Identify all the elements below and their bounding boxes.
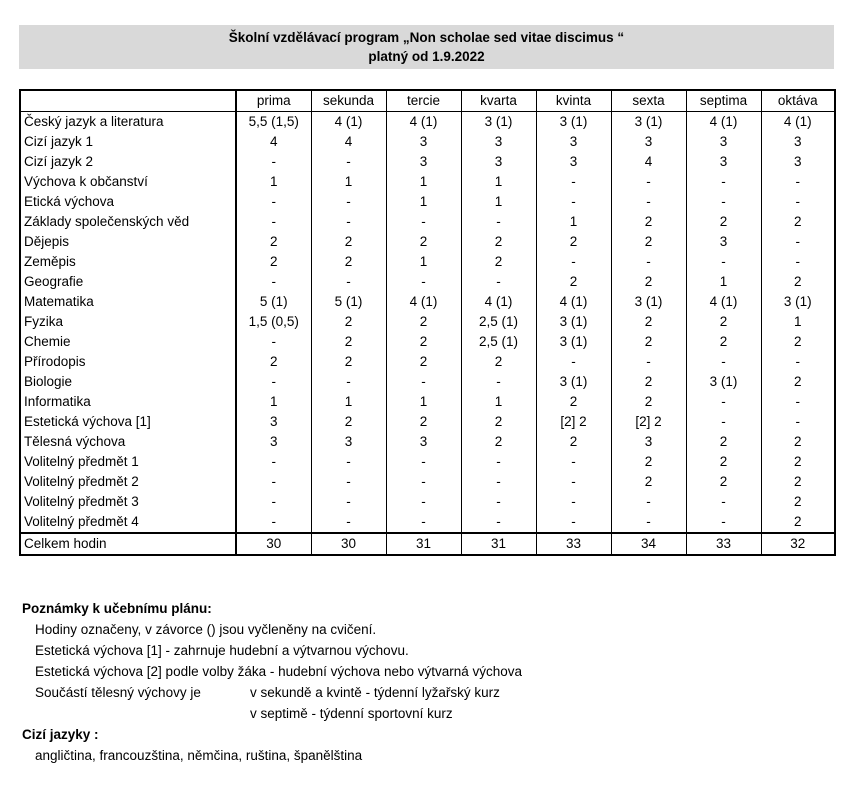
hours-cell: 3	[686, 152, 761, 172]
hours-cell: -	[236, 272, 311, 292]
note-line-pe	[22, 682, 822, 703]
hours-cell: -	[536, 492, 611, 512]
column-header: tercie	[386, 90, 461, 112]
hours-cell: 1	[686, 272, 761, 292]
subject-cell: Informatika	[20, 392, 236, 412]
hours-cell: -	[386, 512, 461, 533]
hours-cell: 3 (1)	[461, 112, 536, 133]
hours-cell: -	[236, 452, 311, 472]
hours-cell: 2	[611, 372, 686, 392]
hours-cell: -	[536, 252, 611, 272]
hours-cell: 30	[311, 533, 386, 555]
hours-cell: -	[311, 512, 386, 533]
hours-cell: -	[311, 152, 386, 172]
hours-cell: -	[611, 252, 686, 272]
note-line: Estetická výchova [2] podle volby žáka - hudební výchova nebo výtvarná výchova	[35, 664, 523, 679]
hours-cell: 3	[461, 152, 536, 172]
hours-cell: 2	[461, 412, 536, 432]
hours-cell: 1	[461, 172, 536, 192]
table-row	[20, 452, 835, 472]
hours-cell: 2	[461, 432, 536, 452]
table-row	[20, 392, 835, 412]
hours-cell: -	[386, 472, 461, 492]
hours-cell: 3	[236, 432, 311, 452]
hours-cell: -	[686, 412, 761, 432]
hours-cell: 2	[386, 412, 461, 432]
hours-cell: 32	[761, 533, 835, 555]
subject-cell: Volitelný předmět 3	[20, 492, 236, 512]
hours-cell: 2	[686, 452, 761, 472]
table-row	[20, 152, 835, 172]
hours-cell: -	[461, 492, 536, 512]
column-header: prima	[236, 90, 311, 112]
hours-cell: -	[461, 512, 536, 533]
hours-cell: 1	[386, 192, 461, 212]
hours-cell: 1	[461, 192, 536, 212]
table-row	[20, 332, 835, 352]
hours-cell: -	[686, 192, 761, 212]
hours-cell: 4 (1)	[536, 292, 611, 312]
hours-cell: 2	[611, 452, 686, 472]
subject-cell: Výchova k občanství	[20, 172, 236, 192]
hours-cell: 3	[686, 232, 761, 252]
hours-cell: 2	[686, 432, 761, 452]
subject-cell: Cizí jazyk 1	[20, 132, 236, 152]
column-header: sexta	[611, 90, 686, 112]
hours-cell: -	[536, 512, 611, 533]
hours-cell: 2	[536, 392, 611, 412]
table-row	[20, 132, 835, 152]
note-line: Hodiny označeny, v závorce () jsou vyčleněny na cvičení.	[35, 622, 377, 637]
hours-cell: 3	[611, 432, 686, 452]
hours-cell: 5 (1)	[311, 292, 386, 312]
hours-cell: 1	[386, 392, 461, 412]
hours-cell: -	[311, 192, 386, 212]
hours-cell: -	[761, 172, 835, 192]
hours-cell: 4 (1)	[461, 292, 536, 312]
hours-cell: 5,5 (1,5)	[236, 112, 311, 133]
note-line: Estetická výchova [1] - zahrnuje hudební a výtvarnou výchovu.	[35, 643, 409, 658]
document-header	[19, 25, 834, 69]
hours-cell: -	[761, 192, 835, 212]
hours-cell: 2	[311, 252, 386, 272]
document-title: Školní vzdělávací program „Non scholae sed vitae discimus “	[228, 30, 625, 45]
hours-cell: 2	[536, 232, 611, 252]
hours-cell: 33	[686, 533, 761, 555]
hours-cell: -	[461, 272, 536, 292]
hours-cell: 2	[386, 312, 461, 332]
hours-cell: 4 (1)	[686, 112, 761, 133]
hours-cell: 2	[761, 332, 835, 352]
curriculum-table	[19, 89, 836, 556]
hours-cell: -	[761, 392, 835, 412]
notes-heading: Poznámky k učebnímu plánu:	[22, 601, 212, 616]
hours-cell: 2	[611, 312, 686, 332]
hours-cell: -	[461, 472, 536, 492]
hours-cell: 2	[536, 432, 611, 452]
hours-cell: 34	[611, 533, 686, 555]
hours-cell: 2	[611, 232, 686, 252]
hours-cell: 2	[311, 352, 386, 372]
hours-cell: -	[236, 492, 311, 512]
hours-cell: -	[686, 252, 761, 272]
hours-cell: 2	[611, 472, 686, 492]
hours-cell: -	[461, 212, 536, 232]
hours-cell: 1	[386, 252, 461, 272]
hours-cell: 2	[761, 212, 835, 232]
hours-cell: -	[311, 272, 386, 292]
subject-cell: Biologie	[20, 372, 236, 392]
table-row	[20, 272, 835, 292]
note-pe-value-2: v septimě - týdenní sportovní kurz	[250, 706, 453, 721]
hours-cell: -	[536, 192, 611, 212]
hours-cell: 2	[611, 272, 686, 292]
hours-cell: 3	[761, 152, 835, 172]
subject-cell: Základy společenských věd	[20, 212, 236, 232]
hours-cell: 4 (1)	[386, 112, 461, 133]
hours-cell: 1	[761, 312, 835, 332]
hours-cell: -	[386, 212, 461, 232]
hours-cell: 3	[611, 132, 686, 152]
notes-section	[22, 598, 822, 766]
hours-cell: 2	[386, 352, 461, 372]
hours-cell: -	[236, 372, 311, 392]
hours-cell: 3 (1)	[686, 372, 761, 392]
hours-cell: 2,5 (1)	[461, 332, 536, 352]
hours-cell: 1	[311, 172, 386, 192]
hours-cell: 2	[761, 452, 835, 472]
table-row	[20, 252, 835, 272]
hours-cell: 1	[461, 392, 536, 412]
hours-cell: 2	[386, 232, 461, 252]
hours-cell: -	[686, 492, 761, 512]
hours-cell: -	[761, 412, 835, 432]
hours-cell: -	[611, 192, 686, 212]
hours-cell: -	[686, 512, 761, 533]
hours-cell: -	[761, 232, 835, 252]
column-header: kvinta	[536, 90, 611, 112]
hours-cell: 4	[311, 132, 386, 152]
hours-cell: -	[236, 512, 311, 533]
hours-cell: 3 (1)	[536, 332, 611, 352]
hours-cell: -	[461, 452, 536, 472]
document-subtitle: platný od 1.9.2022	[368, 49, 485, 64]
hours-cell: 2	[761, 492, 835, 512]
hours-cell: -	[536, 472, 611, 492]
languages-list: angličtina, francouzština, němčina, ruština, španělština	[35, 748, 363, 763]
note-pe-value: v sekundě a kvintě - týdenní lyžařský kurz	[250, 685, 500, 700]
hours-cell: 2	[686, 472, 761, 492]
hours-cell: 3 (1)	[536, 312, 611, 332]
subject-cell: Volitelný předmět 4	[20, 512, 236, 533]
hours-cell: -	[236, 192, 311, 212]
hours-cell: -	[386, 492, 461, 512]
hours-cell: 2	[761, 272, 835, 292]
hours-cell: -	[311, 452, 386, 472]
hours-cell: 3 (1)	[761, 292, 835, 312]
hours-cell: 2	[686, 332, 761, 352]
hours-cell: 33	[536, 533, 611, 555]
subject-cell: Geografie	[20, 272, 236, 292]
hours-cell: 3 (1)	[536, 112, 611, 133]
hours-cell: -	[311, 492, 386, 512]
subject-cell: Volitelný předmět 1	[20, 452, 236, 472]
hours-cell: 2	[461, 232, 536, 252]
header-cell-empty	[20, 90, 236, 112]
hours-cell: 2,5 (1)	[461, 312, 536, 332]
hours-cell: 3 (1)	[611, 292, 686, 312]
hours-cell: 3	[536, 132, 611, 152]
hours-cell: 2	[686, 212, 761, 232]
hours-cell: 2	[761, 512, 835, 533]
hours-cell: -	[611, 492, 686, 512]
hours-cell: -	[761, 352, 835, 372]
hours-cell: 2	[461, 252, 536, 272]
table-row	[20, 192, 835, 212]
hours-cell: 3	[386, 152, 461, 172]
table-body	[20, 90, 835, 555]
hours-cell: [2] 2	[611, 412, 686, 432]
hours-cell: -	[236, 212, 311, 232]
hours-cell: 1	[536, 212, 611, 232]
hours-cell: 3	[386, 132, 461, 152]
hours-cell: 4 (1)	[386, 292, 461, 312]
hours-cell: 4	[611, 152, 686, 172]
hours-cell: 4	[236, 132, 311, 152]
languages-heading: Cizí jazyky :	[22, 727, 99, 742]
hours-cell: 2	[611, 392, 686, 412]
hours-cell: 2	[236, 352, 311, 372]
hours-cell: -	[686, 392, 761, 412]
hours-cell: -	[311, 372, 386, 392]
table-row	[20, 372, 835, 392]
hours-cell: 3	[386, 432, 461, 452]
column-header: sekunda	[311, 90, 386, 112]
hours-cell: 3	[311, 432, 386, 452]
hours-cell: -	[686, 172, 761, 192]
subject-cell: Zeměpis	[20, 252, 236, 272]
hours-cell: 31	[386, 533, 461, 555]
hours-cell: 31	[461, 533, 536, 555]
subject-cell: Matematika	[20, 292, 236, 312]
hours-cell: 2	[311, 312, 386, 332]
subject-cell: Český jazyk a literatura	[20, 112, 236, 133]
hours-cell: -	[536, 452, 611, 472]
hours-cell: -	[461, 372, 536, 392]
column-header: oktáva	[761, 90, 835, 112]
hours-cell: 2	[611, 212, 686, 232]
subject-cell: Volitelný předmět 2	[20, 472, 236, 492]
hours-cell: 3	[761, 132, 835, 152]
hours-cell: 2	[236, 232, 311, 252]
hours-cell: -	[686, 352, 761, 372]
hours-cell: 5 (1)	[236, 292, 311, 312]
hours-cell: -	[761, 252, 835, 272]
hours-cell: -	[386, 272, 461, 292]
hours-cell: -	[386, 452, 461, 472]
subject-cell: Chemie	[20, 332, 236, 352]
hours-cell: 1	[311, 392, 386, 412]
subject-cell: Fyzika	[20, 312, 236, 332]
table-row	[20, 112, 835, 133]
subject-cell: Dějepis	[20, 232, 236, 252]
table-row	[20, 472, 835, 492]
table-row	[20, 412, 835, 432]
table-row	[20, 352, 835, 372]
hours-cell: -	[311, 472, 386, 492]
hours-cell: 1	[236, 172, 311, 192]
hours-cell: 2	[611, 332, 686, 352]
table-header-row	[20, 90, 835, 112]
hours-cell: -	[236, 152, 311, 172]
hours-cell: 4 (1)	[761, 112, 835, 133]
hours-cell: 3 (1)	[536, 372, 611, 392]
hours-cell: 1,5 (0,5)	[236, 312, 311, 332]
hours-cell: 1	[236, 392, 311, 412]
hours-cell: -	[536, 352, 611, 372]
hours-cell: 1	[386, 172, 461, 192]
hours-cell: 2	[311, 412, 386, 432]
hours-cell: 2	[761, 432, 835, 452]
subject-cell: Estetická výchova [1]	[20, 412, 236, 432]
hours-cell: 2	[686, 312, 761, 332]
table-row	[20, 432, 835, 452]
hours-cell: -	[236, 472, 311, 492]
hours-cell: 2	[311, 232, 386, 252]
hours-cell: 3	[236, 412, 311, 432]
hours-cell: -	[611, 352, 686, 372]
hours-cell: 2	[236, 252, 311, 272]
hours-cell: 2	[386, 332, 461, 352]
table-row	[20, 172, 835, 192]
hours-cell: 2	[761, 472, 835, 492]
hours-cell: 3	[536, 152, 611, 172]
hours-cell: -	[386, 372, 461, 392]
table-row	[20, 512, 835, 533]
note-pe-label: Součástí tělesný výchovy je	[35, 685, 201, 700]
column-header: septima	[686, 90, 761, 112]
hours-cell: -	[611, 512, 686, 533]
table-row	[20, 212, 835, 232]
subject-cell: Cizí jazyk 2	[20, 152, 236, 172]
table-row	[20, 292, 835, 312]
hours-cell: -	[611, 172, 686, 192]
hours-cell: [2] 2	[536, 412, 611, 432]
subject-cell: Tělesná výchova	[20, 432, 236, 452]
hours-cell: 3	[686, 132, 761, 152]
table-total-row	[20, 533, 835, 555]
hours-cell: 30	[236, 533, 311, 555]
hours-cell: 2	[536, 272, 611, 292]
hours-cell: -	[236, 332, 311, 352]
subject-cell: Etická výchova	[20, 192, 236, 212]
table-row	[20, 232, 835, 252]
hours-cell: 4 (1)	[686, 292, 761, 312]
hours-cell: -	[311, 212, 386, 232]
hours-cell: -	[536, 172, 611, 192]
hours-cell: 2	[311, 332, 386, 352]
hours-cell: 3 (1)	[611, 112, 686, 133]
hours-cell: 2	[761, 372, 835, 392]
subject-cell: Celkem hodin	[20, 533, 236, 555]
hours-cell: 3	[461, 132, 536, 152]
hours-cell: 2	[461, 352, 536, 372]
column-header: kvarta	[461, 90, 536, 112]
table-row	[20, 312, 835, 332]
subject-cell: Přírodopis	[20, 352, 236, 372]
hours-cell: 4 (1)	[311, 112, 386, 133]
table-row	[20, 492, 835, 512]
